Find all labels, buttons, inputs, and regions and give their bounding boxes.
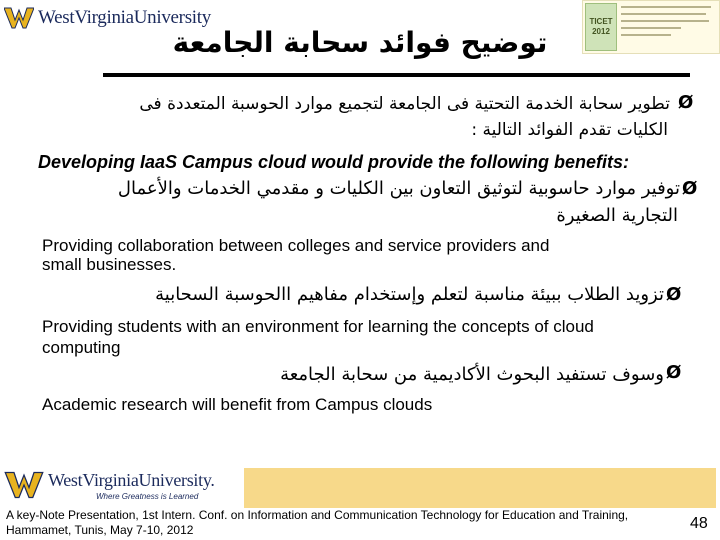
page-number: 48 — [690, 515, 708, 532]
bullet2-english — [42, 316, 594, 358]
bullet2-english-line1: Providing students with an environment for learning the concepts of cloud — [42, 317, 594, 336]
intro-english: Developing IaaS Campus cloud would provide the following benefits: — [38, 152, 630, 172]
bullet2-arabic-line1: تزويد الطلاب ببيئة مناسبة لتعلم وإستخدام مفاهيم االحوسبة السحابية — [155, 284, 664, 305]
conference-badge-text: TICET 2012 — [589, 17, 613, 36]
bullet3-english-line1: Academic research will benefit from Campus clouds — [42, 395, 433, 414]
footer-gold-band — [244, 468, 716, 508]
intro-arabic-line1: تطوير سحابة الخدمة التحتية فى الجامعة لتجميع موارد الحوسبة المتعددة فى — [139, 94, 670, 114]
bullet-arrow-icon: Ø — [682, 178, 698, 199]
footer-line1: A key-Note Presentation, 1st Intern. Conf. on Information and Communication Technology for Education and Training, — [6, 508, 629, 522]
wv-flying-logo-icon — [4, 6, 34, 30]
wvu-logo-bottom — [4, 464, 244, 506]
bullet-arrow-icon: Ø — [666, 362, 682, 383]
bullet1-arabic-line1: توفير موارد حاسوبية لتوثيق التعاون بين الكليات و مقدمي الخدمات والأعمال — [117, 178, 680, 199]
footer-tagline: Where Greatness is Learned — [96, 492, 199, 501]
footer-line2: Hammamet, Tunis, May 7-10, 2012 — [6, 523, 194, 537]
bullet1-arabic-line2: التجارية الصغيرة — [556, 205, 678, 226]
conference-badge — [585, 3, 617, 51]
conference-text-lines — [621, 6, 713, 41]
university-name: WestVirginiaUniversity — [38, 7, 211, 28]
slide-title: توضيح فوائد سحابة الجامعة — [172, 26, 548, 59]
bullet3-arabic-line1: وسوف تستفيد البحوث الأكاديمية من سحابة الجامعة — [280, 364, 664, 385]
conference-logo — [582, 0, 720, 54]
intro-arabic-line2: الكليات تقدم الفوائد التالية : — [471, 120, 668, 140]
title-underline — [103, 73, 690, 77]
footer-citation — [6, 508, 696, 538]
bullet1-english-line2: small businesses. — [42, 255, 177, 274]
bullet1-english — [42, 236, 549, 274]
bullet-arrow-icon: Ø — [666, 284, 682, 305]
wv-flying-logo-icon — [4, 470, 44, 500]
bullet2-english-line2: computing — [42, 338, 121, 357]
bullet-arrow-icon: Ø — [678, 92, 694, 113]
footer-university-name: WestVirginiaUniversity. — [48, 470, 215, 490]
bullet1-english-line1: Providing collaboration between colleges and service providers and — [42, 236, 550, 255]
